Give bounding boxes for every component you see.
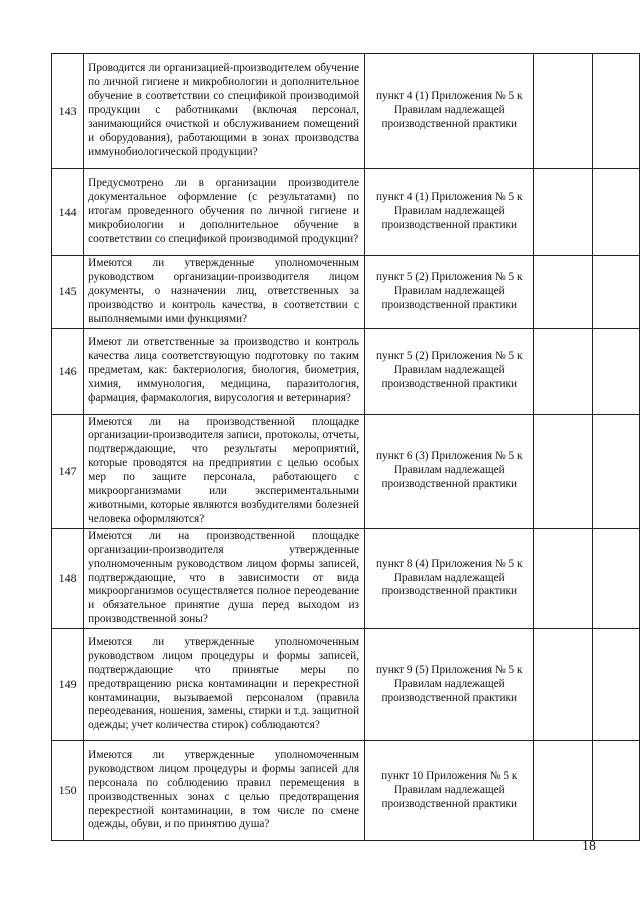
question-text: Имеются ли утвержденные уполномоченным руководством лицом процедуры и формы записей для персонала по соблюдению правил перемещения в производственных зонах с целью предотвращения перекрестной контаминации, в том числе по смене одежды, обуви, и по принятию душа? [84, 741, 365, 841]
regulation-reference: пункт 10 Приложения № 5 к Правилам надлежащей производственной практики [365, 741, 534, 841]
table-row [52, 414, 640, 528]
empty-cell [592, 54, 639, 169]
empty-cell [592, 528, 639, 628]
empty-cell [534, 629, 592, 741]
row-number: 146 [52, 328, 84, 414]
question-text: Имеются ли утвержденные уполномоченным руководством организации-производителя лицом документы, о назначении лиц, ответственных за производство и контроль качества, в соответствии с выполняемыми ими функциями? [84, 256, 365, 329]
empty-cell [592, 741, 639, 841]
row-number: 143 [52, 54, 84, 169]
regulation-reference: пункт 5 (2) Приложения № 5 к Правилам надлежащей производственной практики [365, 256, 534, 329]
table-row [52, 629, 640, 741]
table-row [52, 528, 640, 628]
empty-cell [534, 414, 592, 528]
empty-cell [592, 328, 639, 414]
empty-cell [592, 256, 639, 329]
regulation-reference: пункт 6 (3) Приложения № 5 к Правилам надлежащей производственной практики [365, 414, 534, 528]
row-number: 149 [52, 629, 84, 741]
table-row [52, 741, 640, 841]
empty-cell [534, 169, 592, 256]
empty-cell [534, 741, 592, 841]
regulation-reference: пункт 4 (1) Приложения № 5 к Правилам надлежащей производственной практики [365, 169, 534, 256]
question-text: Имеют ли ответственные за производство и контроль качества лица соответствующую подготовку по таким предметам, как: бактериология, биология, биометрия, химия, иммунология, медицина, паразитология, фармация, фармакология, вирусология и ветеринария? [84, 328, 365, 414]
empty-cell [592, 414, 639, 528]
empty-cell [592, 629, 639, 741]
empty-cell [534, 256, 592, 329]
question-text: Имеются ли на производственной площадке организации-производителя утвержденные уполномоченным руководством лицом формы записей, подтверждающие, что в зависимости от вида микроорганизмов осуществляется полное переодевание и обязательное принятие душа перед выходом из производственной зоны? [84, 528, 365, 628]
empty-cell [534, 54, 592, 169]
page-number: 18 [582, 839, 596, 854]
table-row [52, 54, 640, 169]
regulation-reference: пункт 8 (4) Приложения № 5 к Правилам надлежащей производственной практики [365, 528, 534, 628]
checklist-table [51, 53, 640, 841]
regulation-reference: пункт 9 (5) Приложения № 5 к Правилам надлежащей производственной практики [365, 629, 534, 741]
table-row [52, 256, 640, 329]
empty-cell [534, 528, 592, 628]
row-number: 150 [52, 741, 84, 841]
regulation-reference: пункт 4 (1) Приложения № 5 к Правилам надлежащей производственной практики [365, 54, 534, 169]
question-text: Имеются ли на производственной площадке организации-производителя записи, протоколы, отчеты, подтверждающие, что результаты мероприятий, которые проводятся на предприятии с целью особых мер по защите персонала, работающего с микроорганизмами или экспериментальными животными, которые являются возбудителями болезней человека оформляются? [84, 414, 365, 528]
question-text: Предусмотрено ли в организации производителе документальное оформление (с результатами) по итогам проведенного обучения по личной гигиене и микробиологии и дополнительное обучение в соответствии со спецификой производимой продукции? [84, 169, 365, 256]
empty-cell [534, 328, 592, 414]
row-number: 147 [52, 414, 84, 528]
row-number: 148 [52, 528, 84, 628]
empty-cell [592, 169, 639, 256]
table-row [52, 169, 640, 256]
regulation-reference: пункт 5 (2) Приложения № 5 к Правилам надлежащей производственной практики [365, 328, 534, 414]
table-row [52, 328, 640, 414]
question-text: Имеются ли утвержденные уполномоченным руководством лицом процедуры и формы записей, подтверждающие что принятые меры по предотвращению риска контаминации и перекрестной контаминации, вызываемой персоналом (правила переодевания, ношения, замены, стирки и т.д. защитной одежды; учет количества стирок) соблюдаются? [84, 629, 365, 741]
row-number: 144 [52, 169, 84, 256]
question-text: Проводится ли организацией-производителем обучение по личной гигиене и микробиологии и дополнительное обучение в соответствии со спецификой производимой продукции с работниками (включая персонал, занимающийся очисткой и обслуживанием помещений и оборудования), работающими в зонах производства иммунобиологической продукции? [84, 54, 365, 169]
row-number: 145 [52, 256, 84, 329]
